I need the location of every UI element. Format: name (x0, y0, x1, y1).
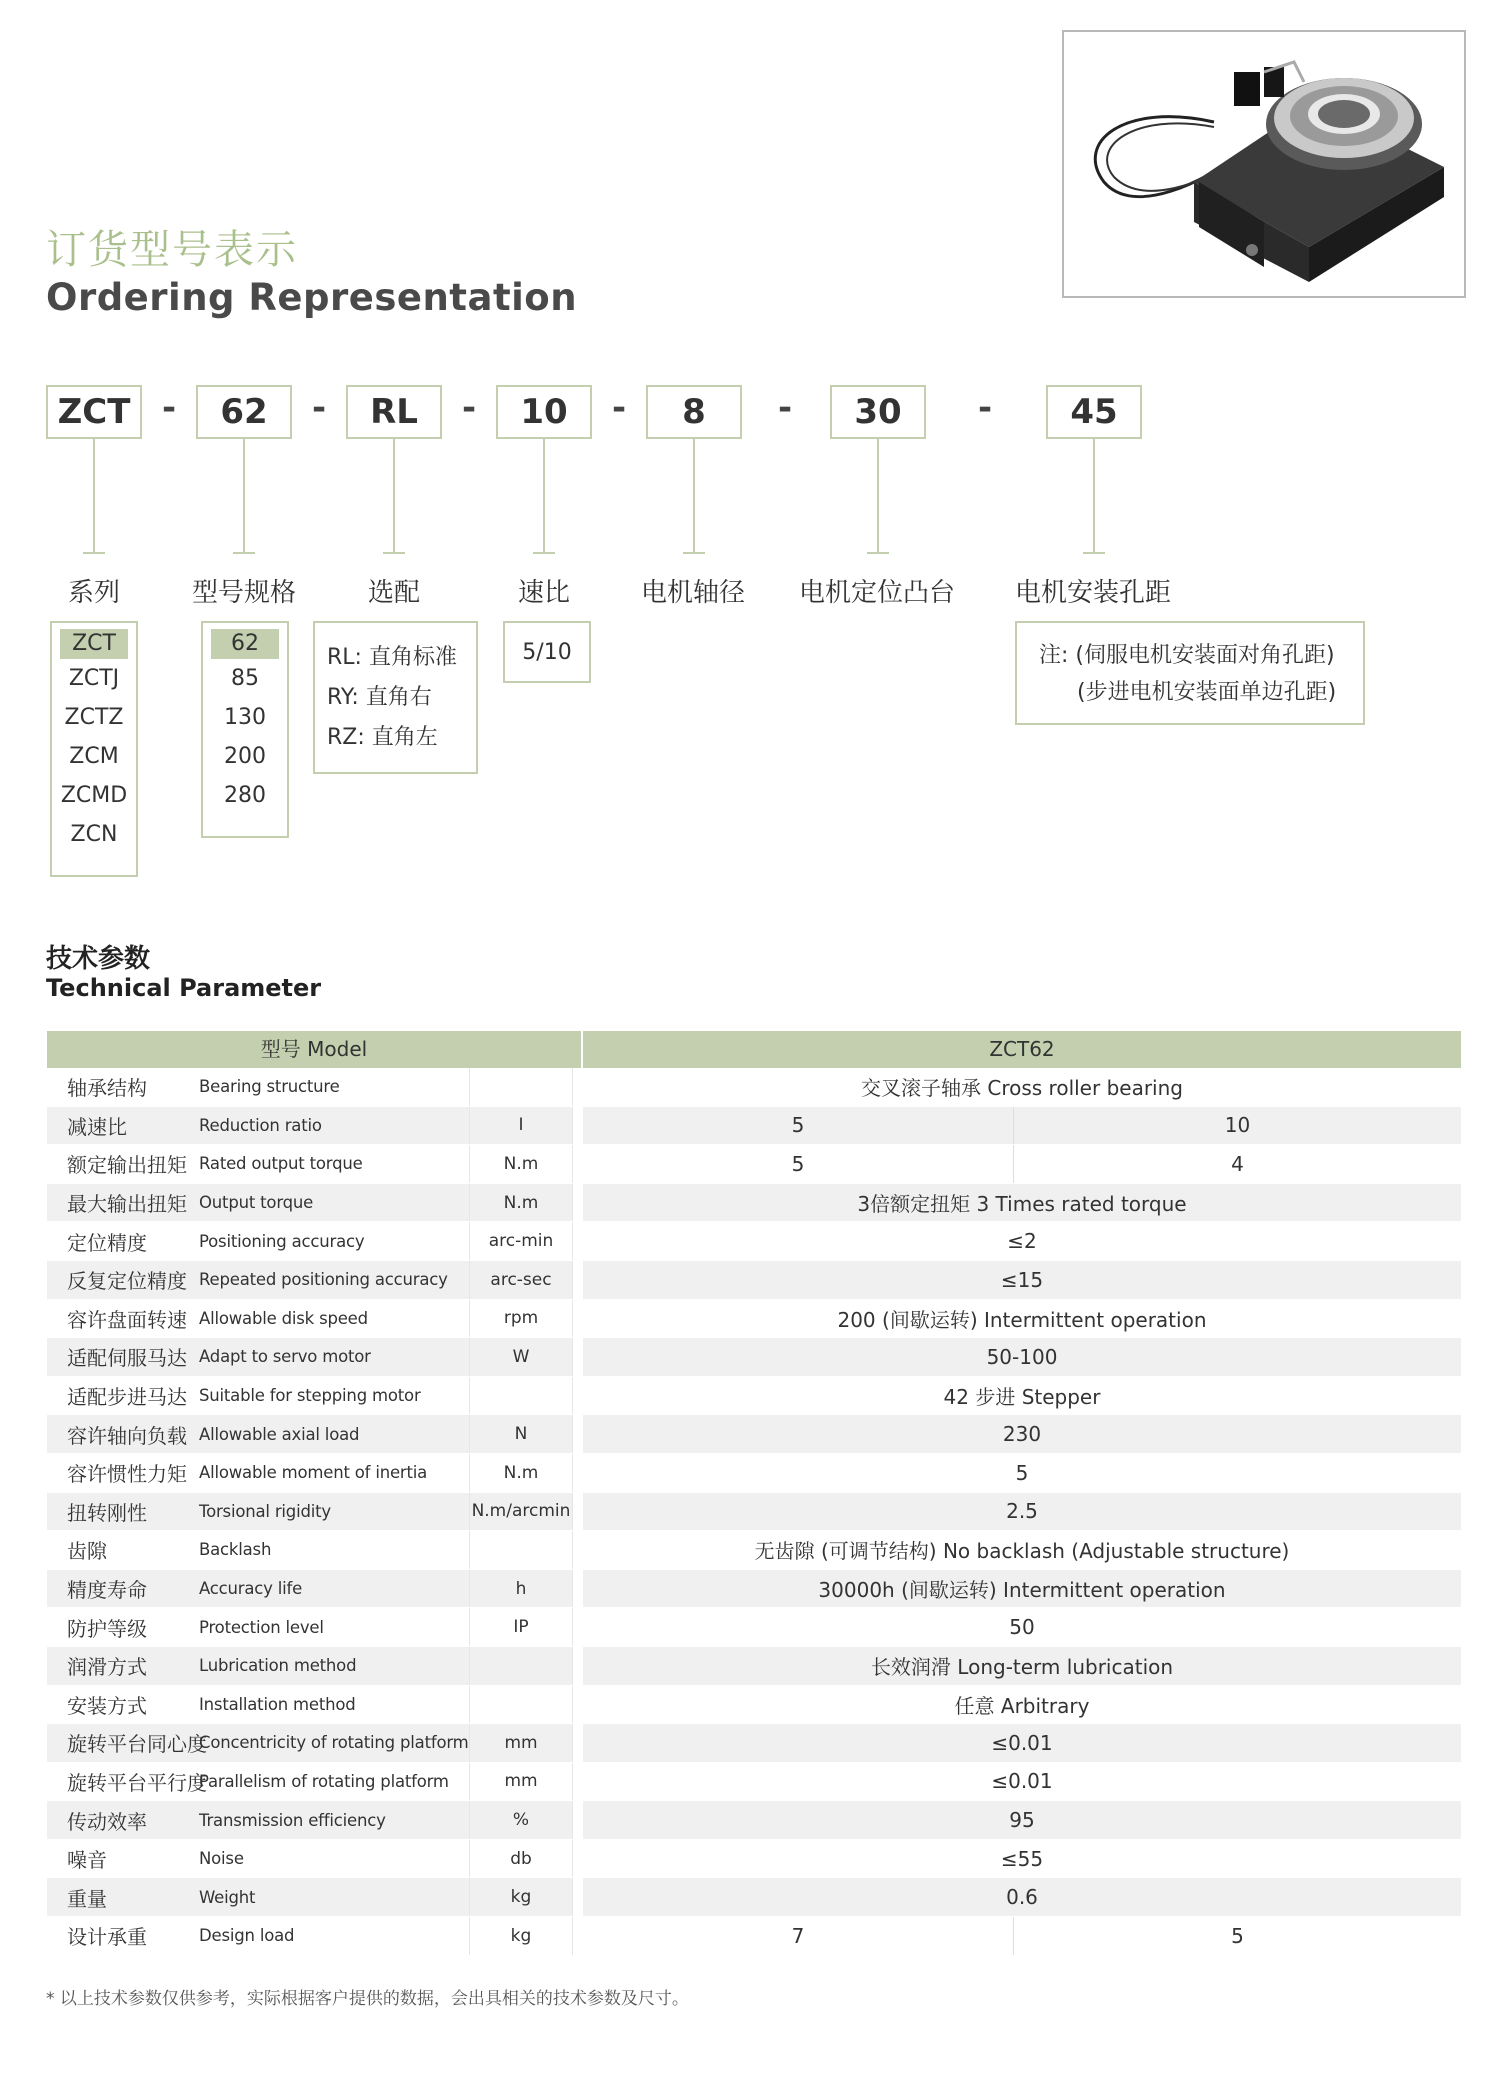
param-name-en: Noise (199, 1849, 244, 1869)
param-name-cn: 重量 (67, 1886, 107, 1911)
connector-cap (867, 552, 889, 554)
param-value-ratio-10: 10 (1013, 1107, 1461, 1145)
section-title-cn: 技术参数 (46, 944, 151, 974)
param-name-cn: 容许惯性力矩 (67, 1462, 187, 1487)
param-name-en: Installation method (199, 1694, 356, 1714)
title-cn: 订货型号表示 (46, 227, 298, 273)
param-name-en: Transmission efficiency (199, 1810, 386, 1830)
param-name-cn: 旋转平台同心度 (67, 1732, 207, 1757)
rotary-platform-photo-icon (1064, 32, 1460, 292)
param-unit: h (469, 1570, 573, 1608)
param-value: 2.5 (573, 1493, 1461, 1531)
connector-line (393, 439, 395, 553)
table-row (47, 1570, 1461, 1609)
param-name-en: Repeated positioning accuracy (199, 1270, 448, 1290)
param-name-cn: 传动效率 (67, 1809, 147, 1834)
param-unit (469, 1068, 573, 1106)
param-name-cn: 容许轴向负载 (67, 1423, 187, 1448)
param-name-cn: 扭转刚性 (67, 1500, 147, 1525)
param-unit: db (469, 1840, 573, 1878)
param-value: ≤0.01 (573, 1763, 1461, 1801)
param-name-cn: 齿隙 (67, 1539, 107, 1564)
label-shaft: 电机轴径 (640, 578, 745, 608)
param-name-en: Accuracy life (199, 1579, 303, 1599)
code-separator: - (461, 388, 477, 428)
connector-line (877, 439, 879, 553)
code-segment-ratio: 10 (496, 385, 592, 439)
param-value: 无齿隙 (可调节结构) No backlash (Adjustable structure) (573, 1531, 1461, 1569)
param-value: 3倍额定扭矩 3 Times rated torque (573, 1184, 1461, 1222)
param-unit (469, 1531, 573, 1569)
table-row (47, 1724, 1461, 1763)
param-unit: N.m/arcmin (469, 1493, 573, 1531)
connector-cap (533, 552, 555, 554)
param-unit (469, 1377, 573, 1415)
label-size: 型号规格 (191, 578, 296, 608)
param-name-en: Suitable for stepping motor (199, 1386, 421, 1406)
table-row (47, 1338, 1461, 1377)
code-separator: - (161, 388, 177, 428)
connector-line (693, 439, 695, 553)
param-unit: kg (469, 1917, 573, 1955)
option-size: 85 (231, 666, 259, 691)
config-options (313, 621, 478, 774)
param-value: 0.6 (573, 1878, 1461, 1916)
param-name-cn: 润滑方式 (67, 1655, 147, 1680)
param-name-cn: 设计承重 (67, 1925, 147, 1950)
param-name-cn: 安装方式 (67, 1693, 147, 1718)
table-row (47, 1608, 1461, 1647)
code-separator: - (311, 388, 327, 428)
param-value: 200 (间歇运转) Intermittent operation (573, 1300, 1461, 1338)
param-name-cn: 减速比 (67, 1114, 127, 1139)
param-name-en: Positioning accuracy (199, 1231, 365, 1251)
header-value: ZCT62 (989, 1037, 1055, 1061)
param-unit: N.m (469, 1184, 573, 1222)
param-value: 230 (573, 1415, 1461, 1453)
option-ratio: 5/10 (522, 639, 572, 665)
param-unit: rpm (469, 1300, 573, 1338)
code-separator: - (611, 388, 627, 428)
code-segment-boss: 30 (830, 385, 926, 439)
param-name-cn: 额定输出扭矩 (67, 1153, 187, 1178)
param-unit (469, 1686, 573, 1724)
code-segment-series: ZCT (46, 385, 142, 439)
label-hole: 电机安装孔距 (1014, 578, 1171, 608)
label-config: 选配 (367, 578, 420, 608)
option-series: ZCN (70, 822, 118, 847)
param-name-en: Allowable moment of inertia (199, 1463, 428, 1483)
param-value: ≤15 (573, 1261, 1461, 1299)
param-name-cn: 最大输出扭矩 (67, 1192, 187, 1217)
table-row (47, 1377, 1461, 1416)
param-value: 95 (573, 1801, 1461, 1839)
table-row (47, 1493, 1461, 1532)
param-name-en: Parallelism of rotating platform (199, 1771, 449, 1791)
option-config: RY: 直角右 (327, 685, 432, 710)
size-options (201, 621, 289, 838)
param-value: 长效润滑 Long-term lubrication (573, 1647, 1461, 1685)
param-name-en: Lubrication method (199, 1656, 357, 1676)
param-name-cn: 精度寿命 (67, 1578, 147, 1603)
param-value: 30000h (间歇运转) Intermittent operation (573, 1570, 1461, 1608)
param-name-cn: 旋转平台平行度 (67, 1770, 207, 1795)
param-unit: N.m (469, 1454, 573, 1492)
table-row (47, 1222, 1461, 1261)
param-name-en: Bearing structure (199, 1077, 340, 1097)
table-header (47, 1031, 1461, 1068)
connector-cap (233, 552, 255, 554)
param-name-en: Protection level (199, 1617, 324, 1637)
param-name-en: Design load (199, 1926, 295, 1946)
option-config: RL: 直角标准 (327, 645, 457, 670)
connector-cap (1083, 552, 1105, 554)
param-name-en: Concentricity of rotating platform (199, 1733, 469, 1753)
param-unit: arc-sec (469, 1261, 573, 1299)
param-name-en: Output torque (199, 1193, 314, 1213)
table-body (47, 1068, 1461, 1956)
param-name-cn: 防护等级 (67, 1616, 147, 1641)
param-unit: arc-min (469, 1222, 573, 1260)
product-photo (1062, 30, 1466, 298)
param-value-ratio-5: 5 (573, 1107, 1013, 1145)
param-value: 42 步进 Stepper (573, 1377, 1461, 1415)
param-unit: mm (469, 1724, 573, 1762)
param-name-en: Rated output torque (199, 1154, 363, 1174)
connector-line (93, 439, 95, 553)
param-value: 5 (573, 1454, 1461, 1492)
title-en: Ordering Representation (46, 276, 578, 319)
table-row (47, 1184, 1461, 1223)
option-series: ZCTJ (68, 666, 120, 691)
option-series: ZCM (69, 744, 119, 769)
connector-cap (83, 552, 105, 554)
code-segment-size: 62 (196, 385, 292, 439)
param-name-cn: 容许盘面转速 (67, 1307, 187, 1332)
param-name-en: Weight (199, 1887, 256, 1907)
param-unit: N.m (469, 1145, 573, 1183)
code-segment-config: RL (346, 385, 442, 439)
param-value: 50-100 (573, 1338, 1461, 1376)
param-unit: IP (469, 1608, 573, 1646)
label-series: 系列 (67, 578, 120, 608)
series-options (50, 621, 138, 877)
code-separator: - (777, 388, 793, 428)
option-series: ZCMD (60, 783, 128, 808)
label-boss: 电机定位凸台 (798, 578, 955, 608)
table-row (47, 1917, 1461, 1956)
table-row (47, 1801, 1461, 1840)
table-row (47, 1145, 1461, 1184)
table-row (47, 1647, 1461, 1686)
param-name-cn: 适配步进马达 (67, 1385, 187, 1410)
option-series-selected: ZCT (60, 629, 128, 659)
param-unit: % (469, 1801, 573, 1839)
param-value: 任意 Arbitrary (573, 1686, 1461, 1724)
code-segment-shaft: 8 (646, 385, 742, 439)
param-unit: W (469, 1338, 573, 1376)
table-row (47, 1763, 1461, 1802)
note-servo: 注: (伺服电机安装面对角孔距) (1039, 643, 1335, 668)
table-row (47, 1107, 1461, 1146)
table-row (47, 1454, 1461, 1493)
param-value-ratio-5: 5 (573, 1145, 1013, 1183)
param-value-ratio-5: 7 (573, 1917, 1013, 1955)
table-row (47, 1878, 1461, 1917)
code-segment-hole: 45 (1046, 385, 1142, 439)
table-row (47, 1531, 1461, 1570)
connector-cap (683, 552, 705, 554)
param-unit: I (469, 1107, 573, 1145)
param-name-cn: 适配伺服马达 (67, 1346, 187, 1371)
param-name-en: Backlash (199, 1540, 272, 1560)
param-value-ratio-10: 5 (1013, 1917, 1461, 1955)
param-value: ≤0.01 (573, 1724, 1461, 1762)
section-title-en: Technical Parameter (46, 974, 322, 1002)
table-row (47, 1068, 1461, 1107)
header-model: 型号 Model (260, 1037, 368, 1061)
ratio-options (503, 621, 591, 683)
connector-line (243, 439, 245, 553)
param-name-en: Torsional rigidity (199, 1501, 331, 1521)
option-size: 130 (224, 705, 266, 730)
connector-cap (383, 552, 405, 554)
option-size: 200 (224, 744, 266, 769)
note-stepper: (步进电机安装面单边孔距) (1077, 680, 1337, 705)
table-row (47, 1300, 1461, 1339)
table-row (47, 1840, 1461, 1879)
param-value: ≤2 (573, 1222, 1461, 1260)
param-unit (469, 1647, 573, 1685)
label-ratio: 速比 (517, 578, 570, 608)
table-row (47, 1261, 1461, 1300)
param-name-en: Allowable axial load (199, 1424, 360, 1444)
param-name-en: Adapt to servo motor (199, 1347, 371, 1367)
connector-line (543, 439, 545, 553)
table-row (47, 1686, 1461, 1725)
connector-line (1093, 439, 1095, 553)
param-unit: mm (469, 1763, 573, 1801)
param-unit: kg (469, 1878, 573, 1916)
param-name-cn: 反复定位精度 (67, 1269, 187, 1294)
param-value: ≤55 (573, 1840, 1461, 1878)
param-name-cn: 轴承结构 (67, 1076, 147, 1101)
param-unit: N (469, 1415, 573, 1453)
option-size-selected: 62 (211, 629, 279, 659)
table-row (47, 1415, 1461, 1454)
param-value: 50 (573, 1608, 1461, 1646)
hole-note (1015, 621, 1365, 725)
param-name-en: Reduction ratio (199, 1115, 322, 1135)
param-value: 交叉滚子轴承 Cross roller bearing (573, 1068, 1461, 1106)
param-value-ratio-10: 4 (1013, 1145, 1461, 1183)
option-config: RZ: 直角左 (327, 725, 438, 750)
option-series: ZCTZ (64, 705, 124, 730)
param-name-en: Allowable disk speed (199, 1308, 368, 1328)
param-name-cn: 噪音 (67, 1848, 107, 1873)
footnote: * 以上技术参数仅供参考，实际根据客户提供的数据，会出具相关的技术参数及尺寸。 (46, 1989, 689, 2009)
param-name-cn: 定位精度 (67, 1230, 147, 1255)
option-size: 280 (224, 783, 266, 808)
tech-table (47, 1031, 1461, 1956)
code-separator: - (977, 388, 993, 428)
